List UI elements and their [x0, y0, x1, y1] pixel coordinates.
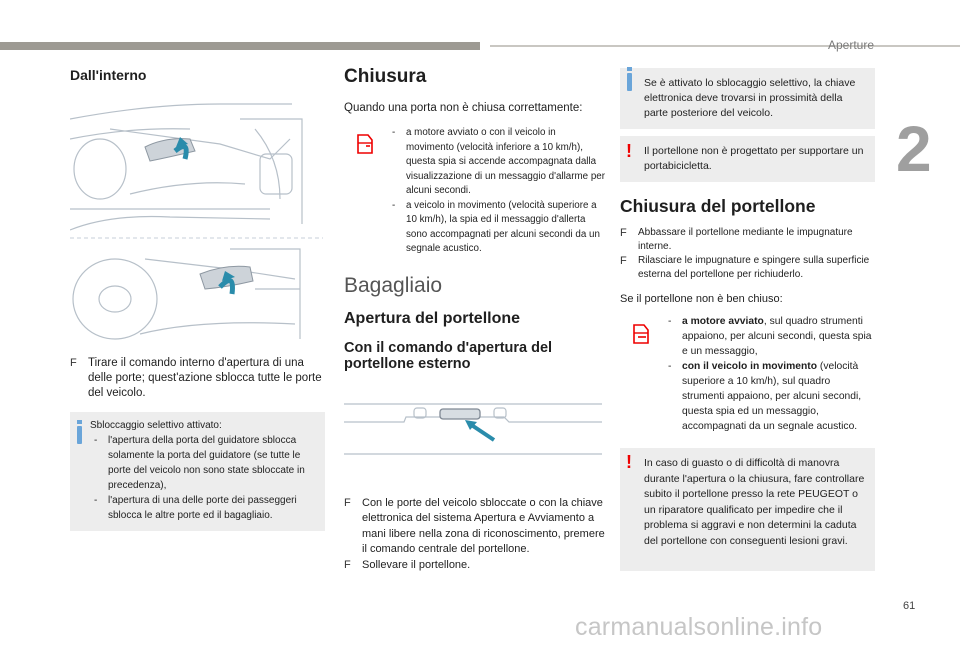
heading-interior: Dall'interno — [70, 67, 147, 83]
heading-external-control: Con il comando d'apertura del portellone esterno — [344, 339, 553, 372]
info-icon — [77, 426, 82, 444]
arrow-bullet-icon: F — [620, 227, 627, 239]
door-handle-drawings — [70, 99, 323, 344]
alert-item-1: - a motore avviato o con il veicolo in movimento (velocità inferiore a 10 km/h), questa spia si accende accompagnata dalla visualizzazione di un messaggio d'allarme per alcuni secondi. — [392, 127, 605, 196]
tailgate-button — [440, 409, 480, 419]
info-item-1: - l'apertura della porta del guidatore sblocca solamente la porta del guidatore (se tutte le porte del veicolo non sono state sbloccate in precedenza), — [94, 435, 305, 491]
tailgate-bullets — [344, 496, 606, 574]
interior-door-illustration — [70, 99, 323, 344]
watermark: carmanualsonline.info — [575, 613, 823, 641]
arrow-bullet-icon: F — [70, 357, 77, 369]
chapter-number: 2 — [896, 113, 932, 185]
tailgate-bullet-2: F Sollevare il portellone. — [344, 558, 606, 574]
warning-icon: ! — [626, 141, 632, 161]
tailgate-bullet-1: F Con le porte del veicolo sbloccate o con la chiave elettronica del sistema Apertura e Avviamento a mani libere nella zona di riconoscimento, premere il comando centrale del portellone. — [344, 496, 605, 555]
bike-rack-warning-box: ! Il portellone non è progettato per supportare un portabicicletta. — [620, 136, 875, 182]
tailgate-open-alert — [620, 314, 875, 434]
tailgate-open-warning-icon — [630, 322, 652, 346]
info-box-title: Sbloccaggio selettivo attivato: — [90, 420, 222, 431]
closing-bullet-2: F Rilasciare le impugnature e spingere sulla superficie esterna del portellone per richiuderlo. — [620, 255, 870, 280]
column-locking — [344, 60, 606, 573]
interior-bullet-text: Tirare il comando interno d'apertura di una delle porte; quest'azione sblocca tutte le porte del veicolo. — [88, 357, 322, 399]
door-open-alert — [344, 126, 606, 257]
top-bar-left — [0, 42, 480, 50]
selective-unlock-info-box — [70, 412, 325, 531]
arrow-bullet-icon: F — [344, 496, 351, 509]
arrow-bullet-icon: F — [620, 255, 627, 267]
tailgate-not-closed-text: Se il portellone non è ben chiuso: — [620, 293, 783, 305]
interior-bullet — [70, 356, 325, 401]
alert-item-2: - a veicolo in movimento (velocità superiore a 10 km/h), la spia ed il messaggio d'allerta sono accompagnati per alcuni secondi da un segnale acustico. — [392, 199, 600, 254]
keyless-info-box: Se è attivato lo sblocaggio selettivo, la chiave elettronica deve trovarsi in prossimità della parte posteriore del veicolo. — [620, 68, 875, 129]
pull-arrow-2 — [220, 280, 233, 294]
tailgate-alert-item-1: - a motore avviato, sul quadro strumenti appaiono, per alcuni secondi, questa spia e un messaggio, — [668, 316, 872, 357]
locking-intro: Quando una porta non è chiusa correttamente: — [344, 102, 583, 114]
page-number: 61 — [903, 600, 916, 612]
press-arrow — [470, 424, 494, 440]
closing-bullets — [620, 226, 875, 282]
top-bar-right — [490, 45, 960, 47]
heading-tailgate-closing: Chiusura del portellone — [620, 196, 816, 216]
info-item-2: - l'apertura di una delle porte dei passeggeri sblocca le altre porte ed il bagagliaio. — [94, 495, 297, 521]
arrow-bullet-icon: F — [344, 558, 351, 571]
info-icon — [627, 73, 632, 91]
tailgate-handle-drawing — [344, 392, 602, 480]
heading-trunk: Bagagliaio — [344, 273, 443, 297]
malfunction-warning-box: ! In caso di guasto o di difficoltà di manovra durante l'apertura o la chiusura, fare controllare subito il portellone presso la rete PEUGEOT o un riparatore qualificato per impedire che il problema si aggravi e non determini la caduta del portellone con conseguenti lesioni gravi. — [620, 448, 875, 571]
heading-tailgate-opening: Apertura del portellone — [344, 309, 521, 327]
column-tailgate-closing — [620, 68, 875, 571]
tailgate-alert-item-2: - con il veicolo in movimento (velocità superiore a 10 km/h), sul quadro strumenti appaiono, per alcuni secondi, questa spia ed un messaggio, accompagnati da un segnale acustico. — [668, 361, 862, 432]
warning-icon: ! — [626, 452, 632, 472]
door-open-warning-icon — [354, 132, 376, 156]
column-interior — [70, 60, 325, 531]
closing-bullet-1: F Abbassare il portellone mediante le impugnature interne. — [620, 227, 853, 252]
section-title: Aperture — [827, 38, 874, 52]
tailgate-control-illustration — [344, 392, 602, 480]
heading-locking: Chiusura — [344, 66, 427, 87]
